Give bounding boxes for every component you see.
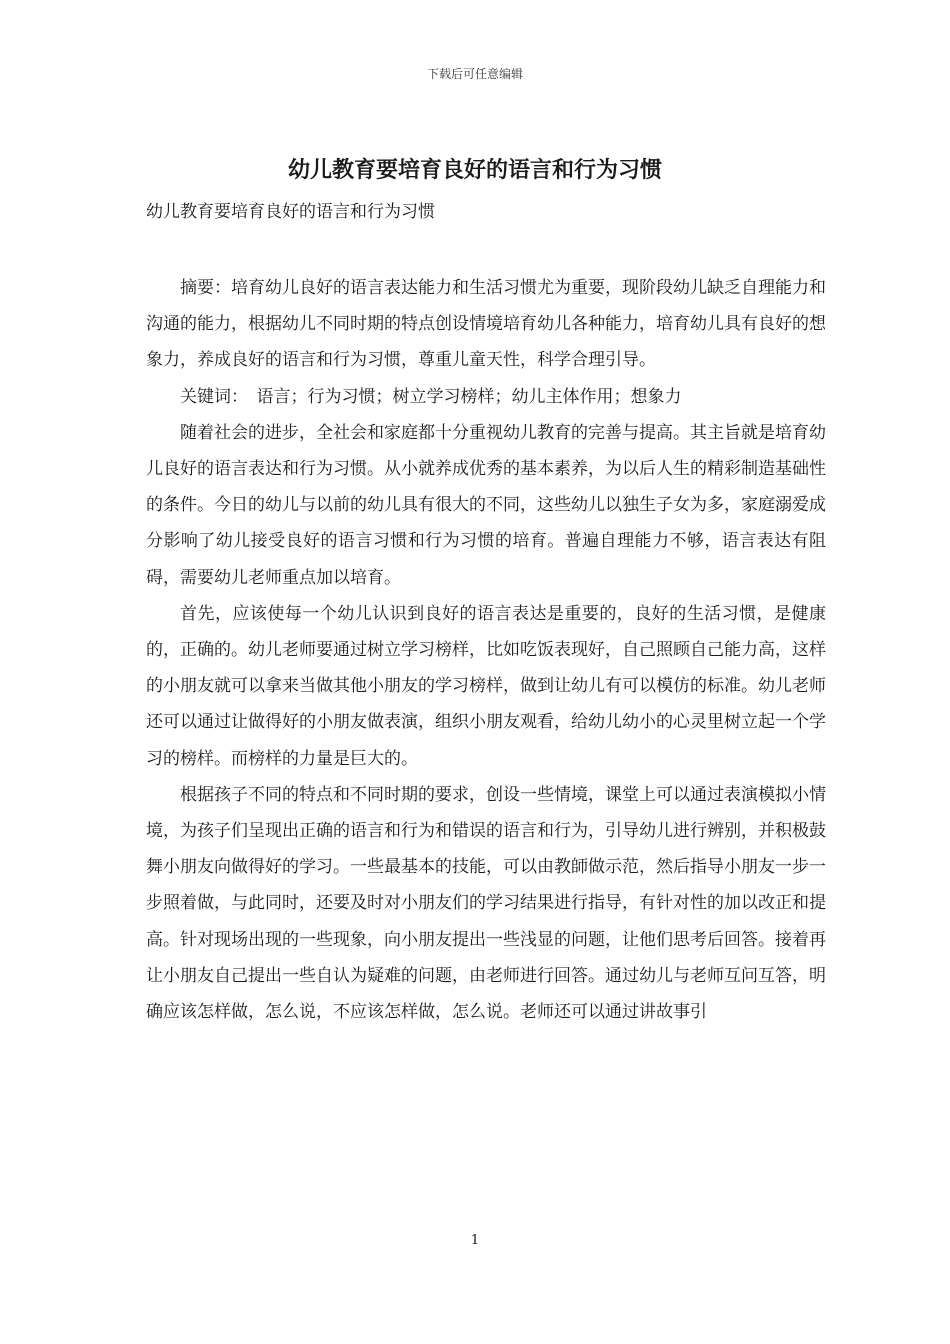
page-number: 1 (470, 1233, 480, 1248)
document-subtitle: 幼儿教育要培育良好的语言和行为习惯 (146, 202, 435, 222)
keywords-paragraph: 关键词： 语言；行为习惯；树立学习榜样；幼儿主体作用；想象力 (180, 386, 682, 407)
document-body (146, 270, 826, 1030)
header-note: 下载后可任意编辑 (426, 67, 523, 81)
body-paragraph: 首先，应该使每一个幼儿认识到良好的语言表达是重要的，良好的生活习惯，是健康的，正确的。幼儿老师要通过树立学习榜样，比如吃饭表现好，自己照顾自己能力高，这样的小朋友就可以拿来当做其他小朋友的学习榜样，做到让幼儿有可以模仿的标准。幼儿老师还可以通过让做得好的小朋友做表演，组织小朋友观看，给幼儿幼小的心灵里树立起一个学习的榜样。而榜样的力量是巨大的。 (146, 603, 826, 769)
body-paragraph: 根据孩子不同的特点和不同时期的要求，创设一些情境，课堂上可以通过表演模拟小情境，为孩子们呈现出正确的语言和行为和错误的语言和行为，引导幼儿进行辨别，并积极鼓舞小朋友向做得好的学习。一些最基本的技能，可以由教師做示范，然后指导小朋友一步一步照着做，与此同时，还要及时对小朋友们的学习结果进行指导，有针对性的加以改正和提高。针对现场出现的一些现象，向小朋友提出一些浅显的问题，让他们思考后回答。接着再让小朋友自己提出一些自认为疑难的问题，由老师进行回答。通过幼儿与老师互问互答，明确应该怎样做，怎么说，不应该怎样做，怎么说。老师还可以通过讲故事引 (146, 784, 826, 1023)
document-title: 幼儿教育要培育良好的语言和行为习惯 (287, 157, 662, 183)
body-paragraph: 随着社会的进步，全社会和家庭都十分重视幼儿教育的完善与提高。其主旨就是培育幼儿良好的语言表达和行为习惯。从小就养成优秀的基本素养，为以后人生的精彩制造基础性的条件。今日的幼儿与以前的幼儿具有很大的不同，这些幼儿以独生子女为多，家庭溺爱成分影响了幼儿接受良好的语言习惯和行为习惯的培育。普遍自理能力不够，语言表达有阻碍，需要幼儿老师重点加以培育。 (146, 422, 826, 588)
abstract-paragraph: 摘要：培育幼儿良好的语言表达能力和生活习惯尤为重要，现阶段幼儿缺乏自理能力和沟通的能力，根据幼儿不同时期的特点创设情境培育幼儿各种能力，培育幼儿具有良好的想象力，养成良好的语言和行为习惯，尊重儿童天性，科学合理引导。 (146, 278, 826, 371)
